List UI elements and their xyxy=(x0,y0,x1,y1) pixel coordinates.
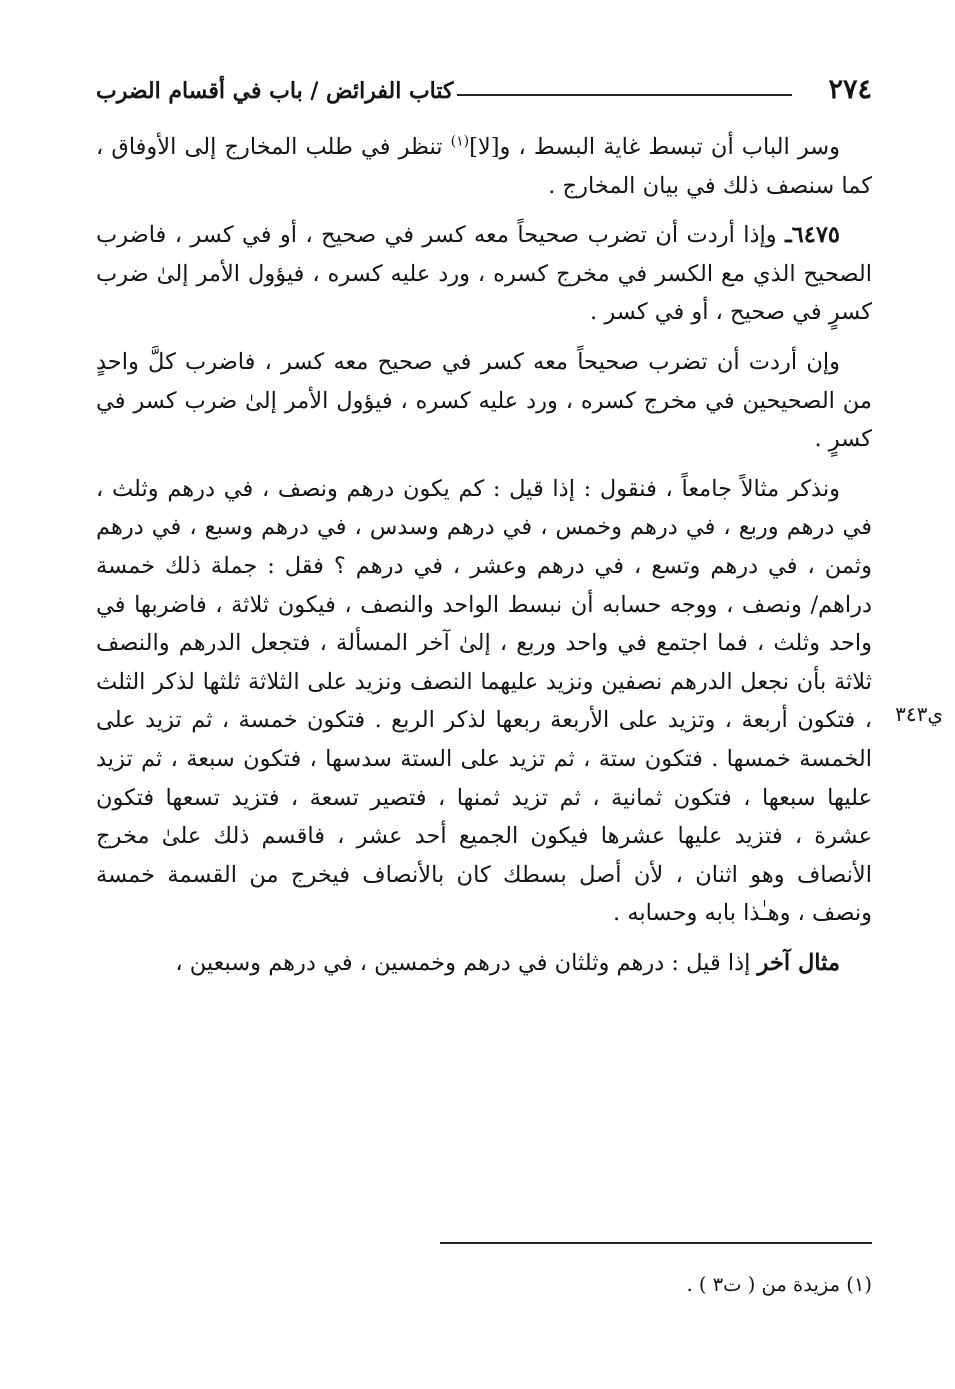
paragraph-2-text: وإذا أردت أن تضرب صحيحاً معه كسر في صحيح ، أو في كسر ، فاضرب الصحيح الذي مع الكسر في مخرج كسره ، ورد عليه كسره ، فيؤول الأمر إلىٰ ضرب كسرٍ في صحيح ، أو في كسر . xyxy=(96,222,872,326)
margin-manuscript-note: ي٣٤٣ xyxy=(895,702,943,726)
paragraph-number: ٦٤٧٥ـ xyxy=(785,222,840,249)
paragraph-1 xyxy=(96,128,872,205)
page-header xyxy=(96,66,872,116)
footnote-rule xyxy=(440,1242,872,1244)
page-number: ٢٧٤ xyxy=(828,74,872,105)
paragraph-4 xyxy=(96,470,872,933)
paragraph-1-text: وسر الباب أن تبسط غاية البسط ، و[لا] xyxy=(469,134,840,160)
paragraph-3 xyxy=(96,343,872,459)
paragraph-1-rest: تنظر في طلب المخارج إلى الأوفاق ، كما سنصف ذلك في بيان المخارج . xyxy=(96,134,872,199)
paragraph-4-text: ونذكر مثالاً جامعاً ، فنقول : إذا قيل : كم يكون درهم ونصف ، في درهم وثلث ، في درهم وربع ، في درهم وخمس ، في درهم وسدس ، في درهم وسبع ، في درهم وثمن ، في درهم وتسع ، في درهم وعشر ، في درهم ؟ فقل : جملة ذلك خمسة دراهم/ ونصف ، ووجه حسابه أن نبسط الواحد والنصف ، فيكون ثلاثة ، فاضربها في واحد وثلث ، فما اجتمع في واحد وربع ، إلىٰ آخر المسألة ، فتجعل الدرهم والنصف ثلاثة بأن نجعل الدرهم نصفين ونزيد عليهما النصف ونزيد على الثلاثة ثلثها لذكر الثلث ، فتكون أربعة ، وتزيد على الأربعة ربعها لذكر الربع . فتكون خمسة ، ثم تزيد على الخمسة خمسها . فتكون ستة ، ثم تزيد على الستة سدسها ، فتكون سبعة ، ثم تزيد عليها سبعها ، فتكون ثمانية ، ثم تزيد ثمنها ، فتصير تسعة ، فتزيد تسعها فتكون عشرة ، فتزيد عليها عشرها فيكون الجميع أحد عشر ، فاقسم ذلك علىٰ مخرج الأنصاف وهو اثنان ، لأن أصل بسطك كان بالأنصاف فيخرج من القسمة خمسة ونصف ، وهـٰذا بابه وحسابه . xyxy=(96,475,872,927)
footnote-ref-1: (١) xyxy=(450,133,470,150)
footnote: (١) مزيدة من ( ت٣ ) . xyxy=(686,1273,872,1296)
paragraph-2 xyxy=(96,216,872,332)
paragraph-3-text: وإن أردت أن تضرب صحيحاً معه كسر في صحيح معه كسر ، فاضرب كلَّ واحدٍ من الصحيحين في مخرج كسره ، ورد عليه كسره ، فيؤول الأمر إلىٰ ضرب كسر في كسرٍ . xyxy=(96,348,872,453)
header-rule xyxy=(457,94,792,96)
main-text xyxy=(96,128,872,993)
running-title: كتاب الفرائض / باب في أقسام الضرب xyxy=(96,78,454,104)
paragraph-5-lead: مثال آخر xyxy=(757,949,840,976)
paragraph-5 xyxy=(96,944,872,983)
paragraph-5-text: إذا قيل : درهم وثلثان في درهم وخمسين ، في درهم وسبعين ، xyxy=(175,949,758,976)
